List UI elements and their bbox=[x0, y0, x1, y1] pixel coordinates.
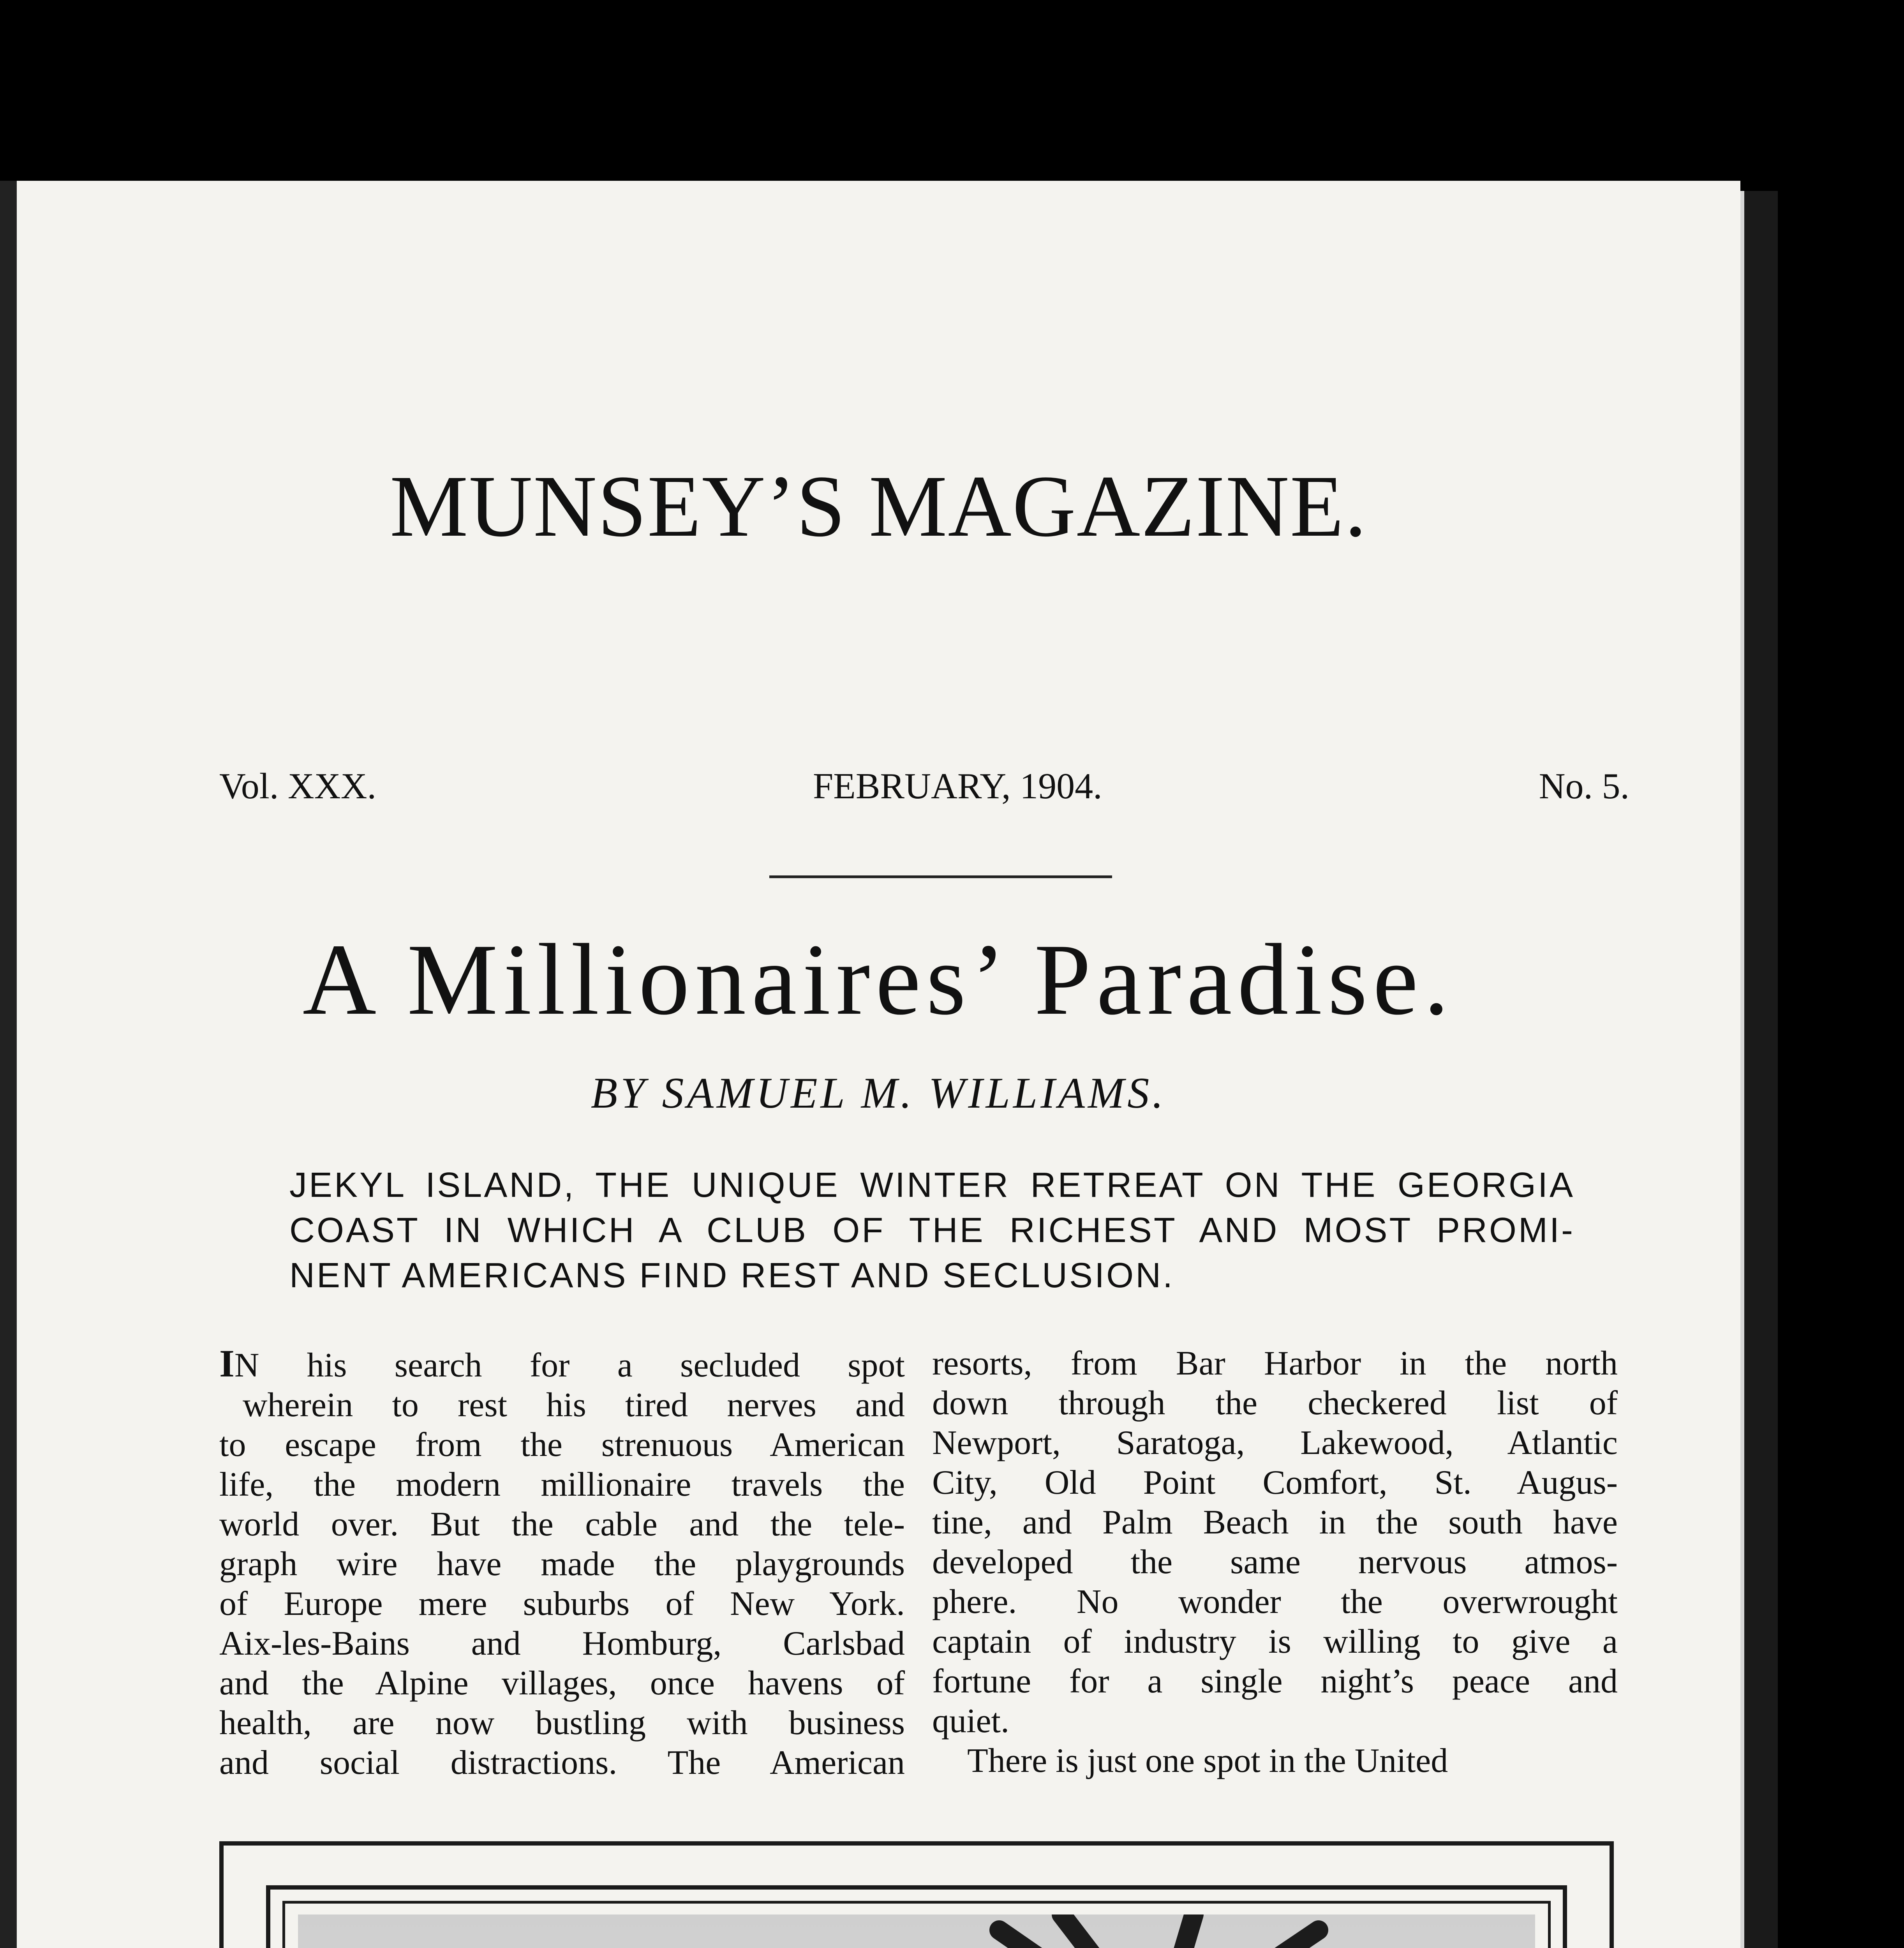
drop-cap: I bbox=[219, 1342, 234, 1385]
column-line: to escape from the strenuous American bbox=[219, 1426, 905, 1464]
column-line: phere. No wonder the overwrought bbox=[932, 1583, 1618, 1621]
column-line: down through the checkered list of bbox=[932, 1384, 1618, 1422]
column-line: fortune for a single night’s peace and bbox=[932, 1662, 1618, 1700]
column-line: There is just one spot in the United bbox=[967, 1742, 1448, 1780]
deck-line: COAST IN WHICH A CLUB OF THE RICHEST AND MOST PROMI- bbox=[289, 1211, 1575, 1250]
page-edge bbox=[1740, 191, 1778, 1948]
column-line: quiet. bbox=[932, 1702, 1009, 1740]
cottage-photo bbox=[298, 1914, 1535, 1948]
divider-rule bbox=[769, 875, 1112, 878]
column-line: and social distractions. The American bbox=[219, 1744, 905, 1782]
magazine-title: MUNSEY’S MAGAZINE. bbox=[390, 457, 1368, 555]
column-line: and the Alpine villages, once havens of bbox=[219, 1664, 905, 1702]
column-line: world over. But the cable and the tele- bbox=[219, 1505, 905, 1543]
article-byline: BY SAMUEL M. WILLIAMS. bbox=[591, 1069, 1167, 1117]
column-line: health, are now bustling with business bbox=[219, 1704, 905, 1742]
deck-line: NENT AMERICANS FIND REST AND SECLUSION. bbox=[289, 1256, 1175, 1295]
column-line: developed the same nervous atmos- bbox=[932, 1543, 1618, 1581]
magazine-page bbox=[17, 181, 1740, 1948]
column-line: Aix-les-Bains and Homburg, Carlsbad bbox=[219, 1625, 905, 1662]
column-line: of Europe mere suburbs of New York. bbox=[219, 1585, 905, 1623]
article-column-right bbox=[932, 1344, 1618, 1781]
issue-line bbox=[219, 765, 1629, 807]
article-deck bbox=[289, 1163, 1575, 1298]
column-line: life, the modern millionaire travels the bbox=[219, 1466, 905, 1503]
volume-label: Vol. XXX. bbox=[219, 766, 377, 806]
column-line: captain of industry is willing to give a bbox=[932, 1623, 1618, 1660]
article-column-left bbox=[219, 1344, 905, 1783]
column-line: Newport, Saratoga, Lakewood, Atlantic bbox=[932, 1424, 1618, 1462]
issue-number: No. 5. bbox=[1539, 766, 1629, 806]
column-line: tine, and Palm Beach in the south have bbox=[932, 1503, 1618, 1541]
column-line: IN his search for a secluded spot bbox=[219, 1342, 905, 1385]
issue-date: FEBRUARY, 1904. bbox=[813, 766, 1102, 806]
column-line: City, Old Point Comfort, St. Augus- bbox=[932, 1464, 1618, 1502]
cottage-photo-illustration bbox=[298, 1914, 1535, 1948]
column-line: wherein to rest his tired nerves and bbox=[243, 1386, 905, 1424]
scan-spine bbox=[0, 181, 17, 1948]
article-title: A Millionaires’ Paradise. bbox=[302, 923, 1455, 1036]
column-line: resorts, from Bar Harbor in the north bbox=[932, 1345, 1618, 1382]
deck-line: JEKYL ISLAND, THE UNIQUE WINTER RETREAT ON THE GEORGIA bbox=[289, 1166, 1575, 1205]
column-line: graph wire have made the playgrounds bbox=[219, 1545, 905, 1583]
